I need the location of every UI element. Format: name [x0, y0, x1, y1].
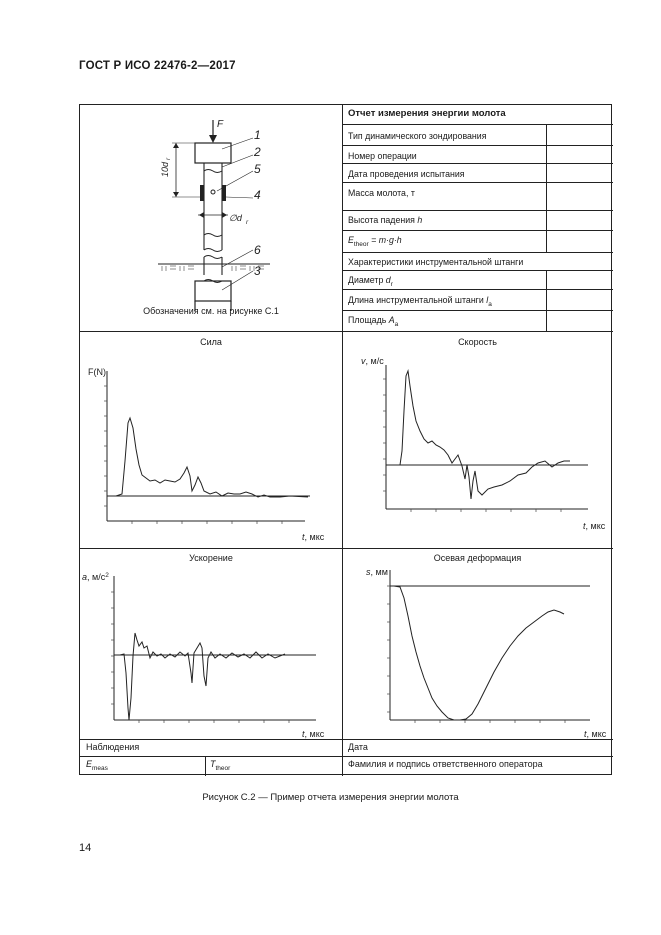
acceleration-xlabel: t, мкс: [302, 729, 325, 739]
force-xlabel: t, мкс: [302, 532, 325, 542]
row-test-type: Тип динамического зондирования: [348, 131, 487, 141]
row-drop-height-symbol: h: [417, 215, 423, 225]
force-plot: [80, 331, 342, 548]
row-theoretical-energy: $E_{theor} = m\cdot g\cdot h$: [348, 235, 402, 248]
deformation-xlabel: t, мкс: [584, 729, 607, 739]
row-diameter: Диаметр $d_r$: [348, 275, 393, 288]
velocity-ylabel: v, м/с: [361, 356, 384, 366]
e-meas-label: $E_{meas}$: [86, 759, 108, 772]
acceleration-plot: [80, 548, 342, 739]
length-label-sub: r: [165, 157, 172, 160]
callout-4: 4: [254, 188, 261, 202]
row-hammer-mass: Масса молота, т: [348, 188, 415, 198]
row-drop-height: [348, 215, 422, 225]
force-ylabel: F(N): [88, 367, 106, 377]
diameter-label: ∅d: [229, 213, 242, 223]
force-plot-title: Сила: [200, 337, 222, 347]
date-label: Дата: [348, 742, 368, 752]
callout-2: 2: [254, 145, 261, 159]
row-test-date: Дата проведения испытания: [348, 169, 465, 179]
formula-symbol: E: [348, 235, 354, 245]
deformation-ylabel: s, мм: [366, 567, 388, 577]
operator-signature-label: Фамилия и подпись ответственного оператора: [348, 759, 543, 769]
report-title: Отчет измерения энергии молота: [348, 108, 506, 119]
velocity-plot-title: Скорость: [458, 337, 497, 347]
acceleration-plot-title: Ускорение: [189, 553, 233, 563]
callout-5: 5: [254, 162, 261, 176]
formula-rest: = m·g·h: [368, 235, 402, 245]
deformation-plot: [342, 548, 613, 739]
force-label: F: [217, 119, 224, 130]
schematic-note: Обозначения см. на рисунке С.1: [143, 306, 279, 316]
rod-schematic: [80, 105, 342, 331]
document-header: ГОСТ Р ИСО 22476-2—2017: [79, 60, 236, 72]
row-operation-number: Номер операции: [348, 151, 417, 161]
velocity-plot: [342, 331, 613, 548]
diameter-label-sub: r: [246, 219, 249, 226]
callout-3: 3: [254, 264, 261, 278]
observations-label: Наблюдения: [86, 742, 140, 752]
report-frame: [79, 104, 612, 775]
velocity-xlabel: t, мкс: [583, 521, 606, 531]
row-area: Площадь $A_a$: [348, 315, 399, 328]
row-drop-height-label: Высота падения: [348, 215, 418, 225]
callout-6: 6: [254, 243, 261, 257]
t-theor-label: $T_{theor}$: [210, 759, 231, 772]
acceleration-ylabel: a, $м/с^2$: [82, 571, 109, 582]
callout-1: 1: [254, 128, 261, 142]
length-label: 10d: [160, 161, 170, 177]
row-rod-length: Длина инструментальной штанги $l_a$: [348, 295, 492, 308]
row-rod-characteristics: Характеристики инструментальной штанги: [348, 257, 524, 267]
page-number: 14: [79, 842, 92, 854]
deformation-plot-title: Осевая деформация: [433, 553, 522, 563]
figure-caption: Рисунок С.2 — Пример отчета измерения энергии молота: [202, 792, 459, 803]
